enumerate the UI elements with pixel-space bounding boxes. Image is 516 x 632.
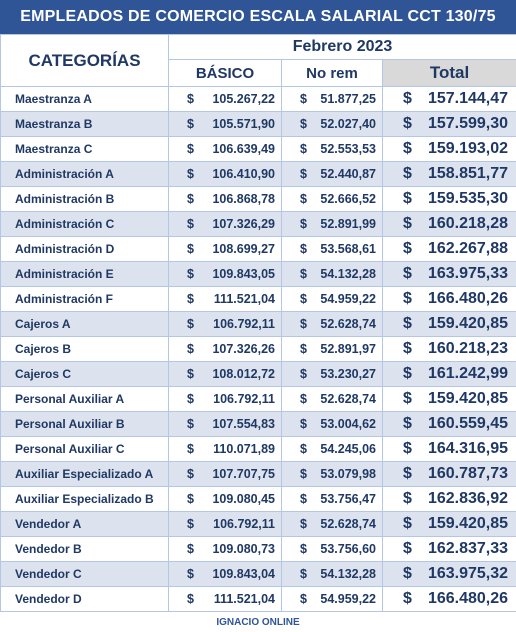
norem-amount: 53.756,60 (320, 542, 376, 556)
currency-symbol: $ (300, 92, 307, 106)
currency-symbol: $ (300, 392, 307, 406)
table-row (1, 337, 516, 362)
header-row-top (1, 35, 516, 60)
basic-amount: 107.554,83 (212, 417, 275, 431)
norem-cell (282, 337, 383, 362)
footer-credit: IGNACIO ONLINE (216, 617, 300, 628)
basic-cell (169, 287, 282, 312)
category-cell: Maestranza B (1, 112, 169, 137)
total-cell (383, 337, 516, 362)
currency-symbol: $ (300, 567, 307, 581)
basic-amount: 106.639,49 (212, 142, 275, 156)
total-amount: 166.480,26 (427, 590, 509, 607)
category-cell: Vendedor C (1, 562, 169, 587)
norem-cell (282, 587, 383, 612)
sheet-title: EMPLEADOS DE COMERCIO ESCALA SALARIAL CCT 130/75 (0, 0, 516, 34)
norem-amount: 52.891,97 (320, 342, 376, 356)
currency-symbol: $ (187, 317, 194, 331)
currency-symbol: $ (187, 517, 194, 531)
basic-amount: 108.699,27 (212, 242, 275, 256)
norem-cell (282, 187, 383, 212)
norem-amount: 52.027,40 (320, 117, 376, 131)
basic-amount: 107.326,26 (212, 342, 275, 356)
currency-symbol: $ (403, 190, 412, 207)
currency-symbol: $ (187, 167, 194, 181)
norem-amount: 54.959,22 (320, 592, 376, 606)
total-cell (383, 412, 516, 437)
total-cell (383, 562, 516, 587)
currency-symbol: $ (300, 442, 307, 456)
norem-cell (282, 537, 383, 562)
table-row (1, 137, 516, 162)
category-cell: Vendedor B (1, 537, 169, 562)
norem-amount: 54.132,28 (320, 567, 376, 581)
category-cell: Maestranza C (1, 137, 169, 162)
basic-amount: 106.410,90 (212, 167, 275, 181)
norem-cell (282, 512, 383, 537)
currency-symbol: $ (403, 140, 412, 157)
currency-symbol: $ (403, 365, 412, 382)
currency-symbol: $ (187, 242, 194, 256)
basic-amount: 107.707,75 (212, 467, 275, 481)
categories-header: CATEGORÍAS (1, 35, 169, 87)
currency-symbol: $ (300, 367, 307, 381)
currency-symbol: $ (403, 465, 412, 482)
currency-symbol: $ (187, 117, 194, 131)
norem-amount: 52.553,53 (320, 142, 376, 156)
table-row (1, 287, 516, 312)
currency-symbol: $ (300, 167, 307, 181)
norem-amount: 53.756,47 (320, 492, 376, 506)
basic-amount: 106.792,11 (213, 517, 275, 531)
currency-symbol: $ (300, 542, 307, 556)
basic-cell (169, 137, 282, 162)
total-amount: 159.193,02 (427, 140, 509, 157)
basic-amount: 109.843,05 (212, 267, 275, 281)
norem-cell (282, 137, 383, 162)
basic-cell (169, 362, 282, 387)
table-row (1, 212, 516, 237)
basic-amount: 109.080,45 (212, 492, 275, 506)
basic-header: BÁSICO (169, 60, 282, 87)
category-cell: Personal Auxiliar A (1, 387, 169, 412)
currency-symbol: $ (300, 592, 307, 606)
table-row (1, 587, 516, 612)
currency-symbol: $ (300, 342, 307, 356)
category-cell: Administración E (1, 262, 169, 287)
total-cell (383, 512, 516, 537)
norem-cell (282, 437, 383, 462)
total-cell (383, 137, 516, 162)
currency-symbol: $ (403, 165, 412, 182)
norem-cell (282, 287, 383, 312)
currency-symbol: $ (403, 265, 412, 282)
table-row (1, 387, 516, 412)
basic-amount: 109.843,04 (212, 567, 275, 581)
basic-amount: 105.267,22 (212, 92, 275, 106)
category-cell: Maestranza A (1, 87, 169, 112)
total-amount: 162.836,92 (427, 490, 509, 507)
norem-amount: 54.132,28 (320, 267, 376, 281)
total-amount: 157.599,30 (427, 115, 509, 132)
norem-amount: 52.666,52 (320, 192, 376, 206)
currency-symbol: $ (403, 490, 412, 507)
currency-symbol: $ (187, 392, 194, 406)
currency-symbol: $ (300, 317, 307, 331)
currency-symbol: $ (403, 390, 412, 407)
total-amount: 157.144,47 (427, 90, 509, 107)
basic-cell (169, 437, 282, 462)
norem-amount: 53.004,62 (320, 417, 376, 431)
currency-symbol: $ (187, 542, 194, 556)
currency-symbol: $ (300, 467, 307, 481)
currency-symbol: $ (403, 440, 412, 457)
currency-symbol: $ (403, 290, 412, 307)
currency-symbol: $ (403, 240, 412, 257)
category-cell: Personal Auxiliar C (1, 437, 169, 462)
total-cell (383, 87, 516, 112)
basic-cell (169, 312, 282, 337)
currency-symbol: $ (300, 142, 307, 156)
table-row (1, 537, 516, 562)
total-cell (383, 437, 516, 462)
currency-symbol: $ (300, 492, 307, 506)
total-cell (383, 487, 516, 512)
currency-symbol: $ (403, 540, 412, 557)
total-cell (383, 262, 516, 287)
basic-amount: 106.868,78 (212, 192, 275, 206)
table-row (1, 412, 516, 437)
currency-symbol: $ (300, 267, 307, 281)
norem-cell (282, 262, 383, 287)
total-cell (383, 112, 516, 137)
table-row (1, 87, 516, 112)
currency-symbol: $ (187, 342, 194, 356)
total-amount: 163.975,32 (427, 565, 509, 582)
norem-amount: 52.628,74 (320, 392, 376, 406)
norem-amount: 52.891,99 (320, 217, 376, 231)
currency-symbol: $ (187, 192, 194, 206)
norem-amount: 52.628,74 (320, 517, 376, 531)
basic-cell (169, 462, 282, 487)
basic-cell (169, 212, 282, 237)
table-row (1, 437, 516, 462)
currency-symbol: $ (300, 242, 307, 256)
norem-cell (282, 112, 383, 137)
currency-symbol: $ (403, 215, 412, 232)
category-cell: Administración F (1, 287, 169, 312)
table-row (1, 162, 516, 187)
total-amount: 159.535,30 (427, 190, 509, 207)
category-cell: Administración A (1, 162, 169, 187)
total-amount: 162.267,88 (427, 240, 509, 257)
norem-cell (282, 562, 383, 587)
basic-cell (169, 387, 282, 412)
currency-symbol: $ (403, 515, 412, 532)
basic-amount: 108.012,72 (212, 367, 275, 381)
basic-amount: 106.792,11 (213, 317, 275, 331)
norem-amount: 53.230,27 (320, 367, 376, 381)
total-amount: 162.837,33 (427, 540, 509, 557)
total-header: Total (383, 60, 516, 87)
salary-table (0, 34, 516, 612)
total-amount: 159.420,85 (427, 390, 509, 407)
currency-symbol: $ (300, 417, 307, 431)
total-cell (383, 362, 516, 387)
norem-amount: 51.877,25 (320, 92, 376, 106)
currency-symbol: $ (187, 592, 194, 606)
currency-symbol: $ (187, 367, 194, 381)
table-row (1, 512, 516, 537)
total-cell (383, 187, 516, 212)
currency-symbol: $ (187, 142, 194, 156)
basic-cell (169, 112, 282, 137)
norem-cell (282, 162, 383, 187)
basic-amount: 111.521,04 (213, 292, 275, 306)
basic-cell (169, 562, 282, 587)
norem-cell (282, 212, 383, 237)
norem-cell (282, 87, 383, 112)
total-cell (383, 237, 516, 262)
total-cell (383, 212, 516, 237)
total-amount: 163.975,33 (427, 265, 509, 282)
basic-cell (169, 237, 282, 262)
category-cell: Cajeros C (1, 362, 169, 387)
basic-amount: 105.571,90 (212, 117, 275, 131)
table-row (1, 112, 516, 137)
category-cell: Auxiliar Especializado B (1, 487, 169, 512)
norem-amount: 52.628,74 (320, 317, 376, 331)
total-amount: 159.420,85 (427, 315, 509, 332)
total-cell (383, 537, 516, 562)
table-row (1, 462, 516, 487)
total-amount: 160.218,28 (427, 215, 509, 232)
basic-cell (169, 487, 282, 512)
currency-symbol: $ (403, 590, 412, 607)
total-amount: 159.420,85 (427, 515, 509, 532)
basic-cell (169, 412, 282, 437)
category-cell: Administración B (1, 187, 169, 212)
currency-symbol: $ (300, 217, 307, 231)
total-amount: 160.559,45 (427, 415, 509, 432)
currency-symbol: $ (403, 340, 412, 357)
norem-cell (282, 237, 383, 262)
basic-cell (169, 337, 282, 362)
norem-cell (282, 462, 383, 487)
currency-symbol: $ (403, 565, 412, 582)
norem-cell (282, 312, 383, 337)
currency-symbol: $ (300, 292, 307, 306)
norem-amount: 54.245,06 (320, 442, 376, 456)
category-cell: Administración C (1, 212, 169, 237)
norem-cell (282, 487, 383, 512)
currency-symbol: $ (187, 467, 194, 481)
table-row (1, 487, 516, 512)
basic-cell (169, 512, 282, 537)
table-row (1, 562, 516, 587)
category-cell: Auxiliar Especializado A (1, 462, 169, 487)
table-row (1, 362, 516, 387)
month-header: Febrero 2023 (169, 35, 516, 60)
total-amount: 158.851,77 (427, 165, 509, 182)
currency-symbol: $ (187, 417, 194, 431)
salary-rows (1, 87, 516, 612)
table-row (1, 187, 516, 212)
basic-cell (169, 587, 282, 612)
total-cell (383, 287, 516, 312)
category-cell: Vendedor D (1, 587, 169, 612)
table-row (1, 312, 516, 337)
basic-cell (169, 87, 282, 112)
basic-cell (169, 262, 282, 287)
norem-amount: 54.959,22 (320, 292, 376, 306)
total-amount: 166.480,26 (427, 290, 509, 307)
currency-symbol: $ (300, 517, 307, 531)
total-amount: 160.218,23 (427, 340, 509, 357)
table-row (1, 237, 516, 262)
currency-symbol: $ (187, 217, 194, 231)
total-cell (383, 162, 516, 187)
basic-cell (169, 537, 282, 562)
currency-symbol: $ (403, 115, 412, 132)
currency-symbol: $ (300, 192, 307, 206)
norem-amount: 53.568,61 (320, 242, 376, 256)
category-cell: Cajeros B (1, 337, 169, 362)
currency-symbol: $ (187, 567, 194, 581)
currency-symbol: $ (403, 415, 412, 432)
basic-amount: 109.080,73 (212, 542, 275, 556)
norem-amount: 52.440,87 (320, 167, 376, 181)
norem-amount: 53.079,98 (320, 467, 376, 481)
currency-symbol: $ (300, 117, 307, 131)
basic-amount: 107.326,29 (212, 217, 275, 231)
total-amount: 164.316,95 (427, 440, 509, 457)
category-cell: Personal Auxiliar B (1, 412, 169, 437)
total-cell (383, 387, 516, 412)
basic-amount: 110.071,89 (213, 442, 275, 456)
total-cell (383, 312, 516, 337)
currency-symbol: $ (187, 442, 194, 456)
table-row (1, 262, 516, 287)
total-amount: 161.242,99 (427, 365, 509, 382)
norem-cell (282, 387, 383, 412)
norem-cell (282, 362, 383, 387)
category-cell: Cajeros A (1, 312, 169, 337)
currency-symbol: $ (403, 315, 412, 332)
total-amount: 160.787,73 (427, 465, 509, 482)
category-cell: Administración D (1, 237, 169, 262)
currency-symbol: $ (403, 90, 412, 107)
total-cell (383, 462, 516, 487)
total-cell (383, 587, 516, 612)
norem-cell (282, 412, 383, 437)
basic-cell (169, 187, 282, 212)
basic-amount: 111.521,04 (213, 592, 275, 606)
basic-cell (169, 162, 282, 187)
norem-header: No rem (282, 60, 383, 87)
basic-amount: 106.792,11 (213, 392, 275, 406)
currency-symbol: $ (187, 92, 194, 106)
currency-symbol: $ (187, 267, 194, 281)
currency-symbol: $ (187, 292, 194, 306)
currency-symbol: $ (187, 492, 194, 506)
category-cell: Vendedor A (1, 512, 169, 537)
